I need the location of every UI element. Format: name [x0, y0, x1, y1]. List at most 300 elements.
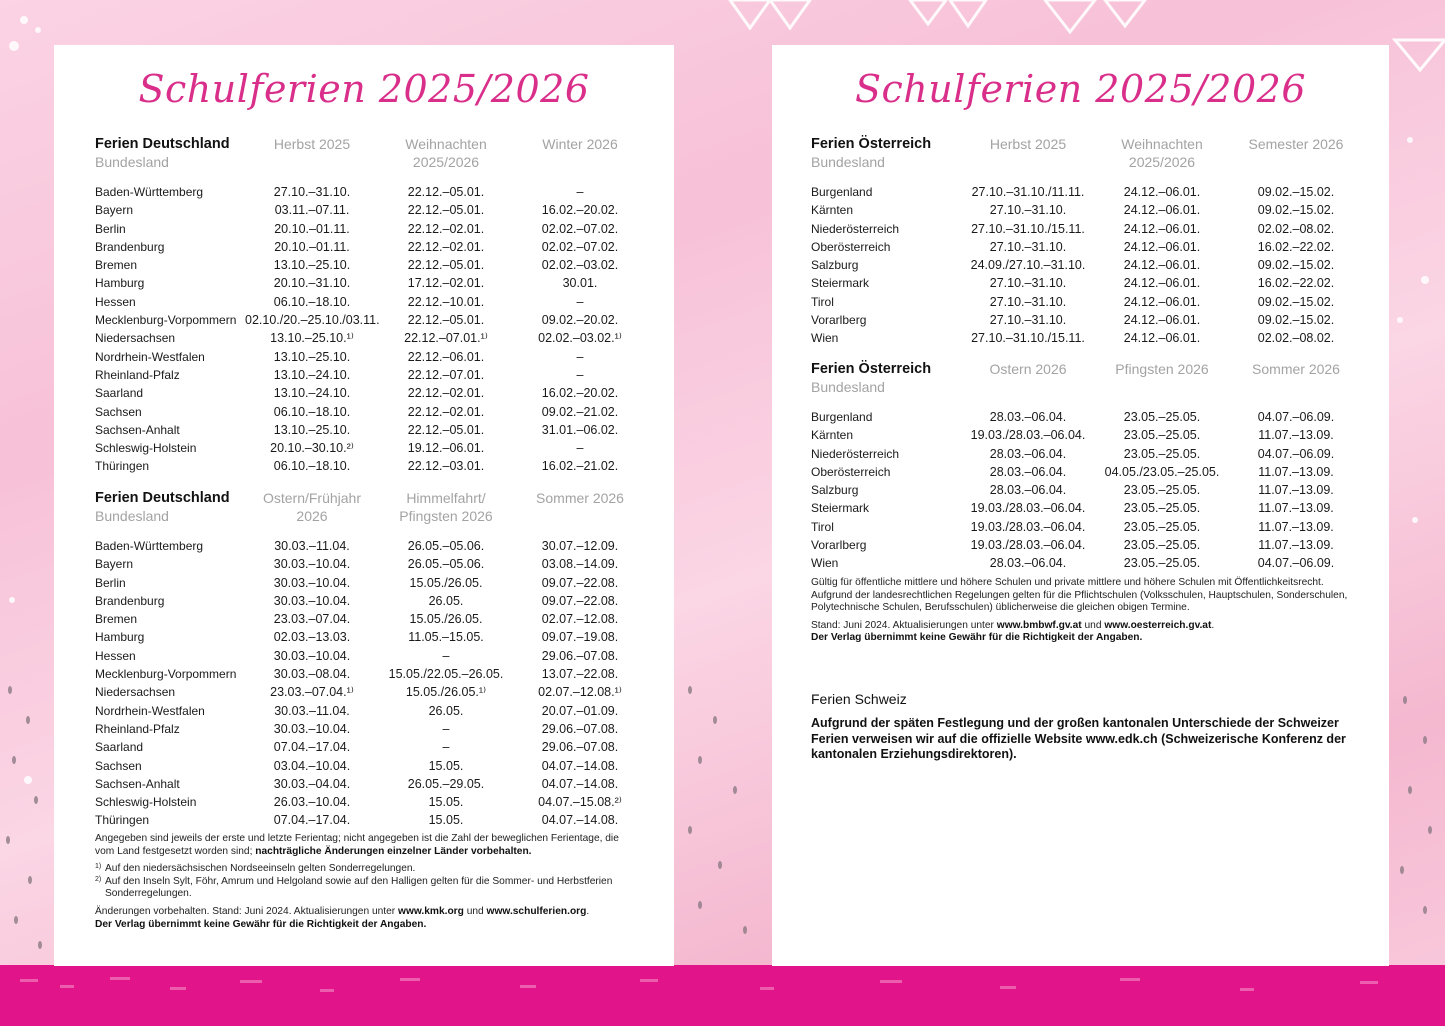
header-line-1: Himmelfahrt/ — [406, 490, 486, 506]
state-name: Niedersachsen — [95, 331, 176, 346]
column-header-period — [1095, 135, 1229, 173]
header-line-1: Weihnachten — [405, 136, 487, 152]
state-name: Rheinland-Pfalz — [95, 721, 180, 736]
holiday-dates: 30.03.–04.04. — [273, 776, 351, 791]
link-schulferien[interactable]: www.schulferien.org — [486, 905, 587, 917]
holiday-dates: 13.10.–25.10. — [273, 349, 351, 364]
holiday-dates: 22.12.–02.01. — [407, 386, 485, 401]
header-line-1: Weihnachten — [1121, 136, 1203, 152]
holiday-dates: 02.07.–12.08. — [541, 612, 619, 627]
holiday-dates: 30.03.–10.04. — [273, 593, 351, 608]
header-line-1: Sommer 2026 — [536, 490, 624, 506]
holiday-dates: 15.05. — [428, 795, 464, 810]
holiday-dates: 24.09./27.10.–31.10. — [970, 258, 1086, 273]
holiday-dates: 02.02.–07.02. — [541, 221, 619, 236]
holiday-dates: – — [576, 367, 584, 382]
holiday-dates: 24.12.–06.01. — [1123, 185, 1201, 199]
holiday-dates: 04.07.–06.09. — [1257, 556, 1335, 571]
table-header — [95, 489, 647, 527]
column-header-period — [245, 489, 379, 527]
holiday-dates: 04.07.–14.08. — [541, 776, 619, 791]
table-row — [811, 536, 1363, 554]
state-name: Vorarlberg — [811, 538, 867, 553]
state-name: Bremen — [95, 258, 138, 273]
column-header-period — [961, 360, 1095, 398]
disclaimer: Der Verlag übernimmt keine Gewähr für die Richtigkeit der Angaben. — [811, 632, 1143, 644]
column-header-period — [379, 135, 513, 173]
holiday-dates: 23.05.–25.05. — [1123, 410, 1201, 424]
table-row — [95, 220, 647, 238]
column-header-period — [379, 489, 513, 527]
holiday-dates: 22.12.–05.01. — [407, 185, 485, 199]
table-oesterreich-herbst-semester — [811, 135, 1363, 348]
holiday-dates: 24.12.–06.01. — [1123, 239, 1201, 254]
table-row — [95, 555, 647, 573]
holiday-dates: 30.03.–11.04. — [274, 703, 350, 718]
holiday-dates: 15.05. — [428, 758, 464, 773]
table-row — [95, 738, 647, 756]
state-name: Kärnten — [811, 428, 854, 443]
table-row — [95, 647, 647, 665]
table-row — [95, 348, 647, 366]
table-row — [811, 445, 1363, 463]
spacer-row — [811, 398, 1363, 408]
holiday-dates: 13.10.–25.10. — [273, 422, 351, 437]
link-kmk[interactable]: www.kmk.org — [398, 905, 464, 917]
table-row — [811, 554, 1363, 572]
header-line-1: Ostern 2026 — [989, 361, 1067, 377]
holiday-dates: 30.07.–12.09. — [541, 539, 619, 553]
holiday-dates: 02.02.–08.02. — [1257, 221, 1335, 236]
holiday-dates: 23.05.–25.05. — [1123, 538, 1201, 553]
table-row — [95, 311, 647, 329]
holiday-dates: 07.04.–17.04. — [273, 740, 351, 755]
holiday-dates: 28.03.–06.04. — [989, 464, 1067, 479]
band-pattern — [0, 965, 1445, 1026]
header-line-2: Bundesland — [95, 154, 169, 170]
state-name: Niederösterreich — [811, 446, 900, 461]
holiday-dates: 11.05.–15.05. — [408, 630, 484, 645]
holiday-dates: 06.10.–18.10. — [273, 294, 351, 309]
holiday-dates: 11.07.–13.09. — [1258, 519, 1334, 534]
holiday-dates: 26.05.–05.06. — [407, 557, 485, 572]
state-name: Bayern — [95, 203, 134, 218]
holiday-dates: 23.03.–07.04. — [273, 612, 351, 627]
state-name: Salzburg — [811, 483, 859, 498]
state-name: Baden-Württemberg — [95, 185, 204, 199]
table-row — [811, 220, 1363, 238]
header-line-2: Pfingsten 2026 — [399, 508, 493, 524]
table-row — [811, 518, 1363, 536]
table-row — [811, 463, 1363, 481]
holiday-dates: 22.12.–02.01. — [407, 404, 485, 419]
holiday-dates: 07.04.–17.04. — [273, 813, 351, 828]
holiday-dates: 28.03.–06.04. — [989, 446, 1067, 461]
holiday-dates: 27.10.–31.10. — [989, 203, 1067, 218]
holiday-dates: 22.12.–05.01. — [407, 258, 485, 273]
state-name: Mecklenburg-Vorpommern — [95, 667, 237, 682]
state-name: Kärnten — [811, 203, 854, 218]
header-line-2: 2025/2026 — [412, 154, 480, 170]
header-line-1: Sommer 2026 — [1252, 361, 1340, 377]
table-row — [95, 702, 647, 720]
header-line-1: Ferien Deutschland — [95, 136, 230, 152]
table-row — [811, 481, 1363, 499]
holiday-dates: 06.10.–18.10. — [273, 459, 351, 474]
holiday-dates: 22.12.–05.01. — [407, 422, 485, 437]
holiday-dates: 22.12.–10.01. — [407, 294, 485, 309]
table-row — [95, 366, 647, 384]
spacer-row — [95, 527, 647, 537]
table-row — [95, 665, 647, 683]
holiday-dates: 09.02.–15.02. — [1257, 294, 1335, 309]
holiday-dates: 16.02.–22.02. — [1257, 239, 1335, 254]
state-name: Sachsen — [95, 758, 142, 773]
holiday-dates: 24.12.–06.01. — [1123, 331, 1201, 346]
column-header-period — [513, 489, 647, 527]
holiday-dates: 06.10.–18.10. — [273, 404, 351, 419]
state-name: Hamburg — [95, 276, 145, 291]
holiday-dates: 27.10.–31.10. — [989, 239, 1067, 254]
holiday-dates: 09.02.–15.02. — [1257, 203, 1335, 218]
state-name: Baden-Württemberg — [95, 539, 204, 553]
table-row — [95, 610, 647, 628]
holiday-dates: 29.06.–07.08. — [541, 740, 619, 755]
table-oesterreich-ostern-sommer — [811, 360, 1363, 573]
holiday-dates: 31.01.–06.02. — [541, 422, 619, 437]
table-row — [95, 683, 647, 701]
table-row — [95, 574, 647, 592]
table-header — [95, 135, 647, 173]
holiday-dates: 16.02.–22.02. — [1257, 276, 1335, 291]
table-row — [95, 256, 647, 274]
holiday-dates: 09.07.–22.08. — [541, 593, 619, 608]
right-page — [772, 45, 1389, 966]
holiday-dates: 13.10.–24.10. — [273, 386, 351, 401]
holiday-dates: 19.03./28.03.–06.04. — [970, 501, 1086, 516]
holiday-dates: 20.10.–01.11. — [274, 221, 350, 236]
holiday-dates: 27.10.–31.10./15.11. — [971, 331, 1085, 346]
state-name: Sachsen — [95, 404, 142, 419]
table-row — [95, 274, 647, 292]
holiday-dates: 29.06.–07.08. — [541, 648, 619, 663]
holiday-dates: 04.05./23.05.–25.05. — [1104, 464, 1220, 479]
holiday-dates: 24.12.–06.01. — [1123, 294, 1201, 309]
holiday-dates: 28.03.–06.04. — [989, 483, 1067, 498]
holiday-dates: 22.12.–07.01.¹⁾ — [404, 331, 488, 346]
holiday-dates: 02.02.–03.02.¹⁾ — [538, 331, 622, 346]
table-row — [95, 384, 647, 402]
holiday-dates: 22.12.–02.01. — [407, 221, 485, 236]
header-line-1: Winter 2026 — [542, 136, 618, 152]
table-row — [95, 293, 647, 311]
header-line-1: Ferien Österreich — [811, 361, 932, 377]
holiday-dates: – — [442, 648, 450, 663]
holiday-dates: 22.12.–05.01. — [407, 313, 485, 328]
state-name: Vorarlberg — [811, 313, 867, 328]
state-name: Niederösterreich — [811, 221, 900, 236]
bottom-band — [0, 965, 1445, 1026]
holiday-dates: 30.03.–08.04. — [273, 667, 351, 682]
state-name: Tirol — [811, 519, 834, 534]
holiday-dates: 26.05.–05.06. — [407, 539, 485, 553]
holiday-dates: – — [576, 349, 584, 364]
holiday-dates: 02.03.–13.03. — [273, 630, 351, 645]
table-row — [95, 403, 647, 421]
state-name: Hessen — [95, 294, 136, 309]
state-name: Nordrhein-Westfalen — [95, 349, 205, 364]
table-row — [811, 201, 1363, 219]
holiday-dates: 27.10.–31.10./11.11. — [971, 185, 1085, 199]
table-row — [95, 421, 647, 439]
holiday-dates: 19.03./28.03.–06.04. — [970, 519, 1086, 534]
holiday-dates: 04.07.–06.09. — [1257, 410, 1335, 424]
state-name: Rheinland-Pfalz — [95, 367, 180, 382]
column-header-region — [811, 135, 961, 173]
holiday-dates: 15.05. — [428, 813, 464, 828]
holiday-dates: 15.05./26.05.¹⁾ — [405, 685, 487, 700]
holiday-dates: 27.10.–31.10. — [989, 294, 1067, 309]
holiday-dates: 30.01. — [562, 276, 598, 291]
header-line-1: Herbst 2025 — [273, 136, 351, 152]
holiday-dates: 17.12.–02.01. — [407, 276, 485, 291]
holiday-dates: 11.07.–13.09. — [1258, 464, 1334, 479]
header-line-1: Semester 2026 — [1248, 136, 1344, 152]
header-line-1: Ferien Deutschland — [95, 490, 230, 506]
header-line-1: Ostern/Frühjahr — [262, 490, 362, 506]
column-header-period — [513, 135, 647, 173]
holiday-dates: 09.02.–15.02. — [1257, 313, 1335, 328]
holiday-dates: 13.10.–25.10. — [273, 258, 351, 273]
holiday-dates: 30.03.–10.04. — [273, 557, 351, 572]
column-header-period — [961, 135, 1095, 173]
page-title: Schulferien 2025/2026 — [854, 67, 1307, 111]
state-name: Burgenland — [811, 185, 873, 199]
holiday-dates: 26.05. — [428, 703, 464, 718]
holiday-dates: 11.07.–13.09. — [1258, 428, 1334, 443]
header-line-2: Bundesland — [811, 154, 885, 170]
table-header — [811, 360, 1363, 398]
holiday-dates: 09.07.–22.08. — [541, 575, 619, 590]
table-row — [811, 238, 1363, 256]
holiday-dates: 11.07.–13.09. — [1258, 538, 1334, 553]
holiday-dates: 02.02.–07.02. — [541, 239, 619, 254]
holiday-dates: 20.10.–31.10. — [273, 276, 351, 291]
holiday-dates: 20.07.–01.09. — [541, 703, 619, 718]
table-row — [95, 720, 647, 738]
column-header-region — [95, 489, 245, 527]
state-name: Berlin — [95, 221, 126, 236]
state-name: Nordrhein-Westfalen — [95, 703, 205, 718]
holiday-dates: 20.10.–01.11. — [274, 239, 350, 254]
header-line-2: Bundesland — [811, 379, 885, 395]
holiday-dates: 11.07.–13.09. — [1258, 483, 1334, 498]
state-name: Brandenburg — [95, 593, 165, 608]
holiday-dates: 02.10./20.–25.10./03.11. — [245, 313, 380, 328]
header-line-2: 2026 — [296, 508, 328, 524]
holiday-dates: 27.10.–31.10. — [273, 185, 351, 199]
holiday-dates: 19.03./28.03.–06.04. — [970, 538, 1086, 553]
table-row — [95, 537, 647, 555]
holiday-dates: 09.07.–19.08. — [541, 630, 619, 645]
holiday-dates: 13.10.–25.10.¹⁾ — [270, 331, 354, 346]
holiday-dates: – — [442, 740, 450, 755]
left-page — [54, 45, 674, 966]
holiday-dates: 19.12.–06.01. — [407, 441, 485, 456]
holiday-dates: – — [576, 441, 584, 456]
heading-schweiz: Ferien Schweiz — [811, 691, 907, 707]
holiday-dates: 13.10.–24.10. — [273, 367, 351, 382]
holiday-dates: 30.03.–10.04. — [273, 648, 351, 663]
holiday-dates: 04.07.–14.08. — [541, 813, 619, 828]
link-bmbwf[interactable]: www.bmbwf.gv.at — [996, 619, 1082, 631]
holiday-dates: – — [576, 185, 584, 199]
holiday-dates: 15.05./22.05.–26.05. — [388, 667, 504, 682]
holiday-dates: 27.10.–31.10./15.11. — [971, 221, 1085, 236]
table-row — [95, 329, 647, 347]
table-row — [811, 499, 1363, 517]
footnotes: Angegeben sind jeweils der erste und letzte Ferientag; nicht angegeben ist die Zahl der beweglichen Ferientage, die vom Land festgesetzt worden sind; nachträgliche Änderungen einzelner Länder vorbehalten. 1) Auf den niedersächsischen Nordseeinseln gelten Sonderregelungen. 2) Auf den Inseln Sylt, Föhr, Amrum und Helgoland sowie auf den Halligen gelten für die Sommer- und Herbstferien Sonderregelungen. Änderungen vorbehalten. Stand: Juni 2024. Aktualisierungen unter www.kmk.org und www.schulferien.org. Der Verlag übernimmt keine Gewähr für die Richtigkeit der Angaben. — [95, 833, 635, 936]
table-row — [811, 408, 1363, 426]
holiday-dates: 22.12.–05.01. — [407, 203, 485, 218]
state-name: Salzburg — [811, 258, 859, 273]
table-row — [811, 183, 1363, 201]
holiday-dates: 02.02.–03.02. — [541, 258, 619, 273]
holiday-dates: 23.05.–25.05. — [1123, 446, 1201, 461]
holiday-dates: 26.05. — [428, 593, 464, 608]
state-name: Hessen — [95, 648, 136, 663]
state-name: Brandenburg — [95, 239, 165, 254]
table-row — [811, 329, 1363, 347]
text-schweiz: Aufgrund der späten Festlegung und der großen kantonalen Unterschiede der Schweizer Ferien verweisen wir auf die offizielle Website www.edk.ch (Schweizerische Konferenz der kantonalen Erziehungsdirektoren). — [811, 716, 1346, 761]
holiday-dates: 27.10.–31.10. — [989, 313, 1067, 328]
spacer-row — [95, 173, 647, 183]
holiday-dates: 23.05.–25.05. — [1123, 428, 1201, 443]
state-name: Schleswig-Holstein — [95, 441, 197, 456]
state-name: Thüringen — [95, 459, 150, 474]
holiday-dates: 22.12.–03.01. — [407, 459, 485, 474]
holiday-dates: 24.12.–06.01. — [1123, 313, 1201, 328]
holiday-dates: 30.03.–10.04. — [273, 721, 351, 736]
table-deutschland-ostern-sommer — [95, 489, 647, 830]
note-bold: nachträgliche Änderungen einzelner Länder vorbehalten. — [255, 845, 532, 857]
holiday-dates: 09.02.–15.02. — [1257, 185, 1335, 199]
holiday-dates: 22.12.–02.01. — [407, 239, 485, 254]
holiday-dates: 19.03./28.03.–06.04. — [970, 428, 1086, 443]
state-name: Schleswig-Holstein — [95, 795, 197, 810]
state-name: Wien — [811, 556, 839, 571]
holiday-dates: 02.02.–08.02. — [1257, 331, 1335, 346]
holiday-dates: 26.05.–29.05. — [407, 776, 485, 791]
holiday-dates: 23.05.–25.05. — [1123, 501, 1201, 516]
table-row — [95, 183, 647, 201]
table-row — [811, 426, 1363, 444]
holiday-dates: 15.05./26.05. — [409, 612, 483, 627]
table-row — [95, 793, 647, 811]
table-row — [95, 628, 647, 646]
holiday-dates: 26.03.–10.04. — [273, 795, 351, 810]
state-name: Steiermark — [811, 276, 870, 291]
state-name: Sachsen-Anhalt — [95, 422, 180, 437]
table-row — [95, 592, 647, 610]
holiday-dates: 23.03.–07.04.¹⁾ — [270, 685, 354, 700]
holiday-dates: 24.12.–06.01. — [1123, 276, 1201, 291]
holiday-dates: 20.10.–30.10.²⁾ — [270, 441, 354, 456]
table-row — [811, 293, 1363, 311]
holiday-dates: 03.11.–07.11. — [274, 203, 350, 218]
state-name: Berlin — [95, 575, 126, 590]
column-header-region — [811, 360, 961, 398]
holiday-dates: 30.03.–11.04. — [274, 539, 350, 553]
holiday-dates: 29.06.–07.08. — [541, 721, 619, 736]
table-header — [811, 135, 1363, 173]
state-name: Oberösterreich — [811, 239, 891, 254]
table-row — [811, 256, 1363, 274]
holiday-dates: 13.07.–22.08. — [541, 667, 619, 682]
holiday-dates: 03.08.–14.09. — [541, 557, 619, 572]
holiday-dates: 24.12.–06.01. — [1123, 203, 1201, 218]
table-row — [95, 811, 647, 829]
notes-oesterreich: Gültig für öffentliche mittlere und höhere Schulen und private mittlere und höhere Schulen mit Öffentlichkeitsrecht. Aufgrund der landesrechtlichen Regelungen gelten für die Pflichtschulen (Volksschulen, Hauptschulen, Sonderschulen, Polytechnische Schulen, Berufsschulen) üblicherweise die gleichen obigen Termine. Stand: Juni 2024. Aktualisierungen unter www.bmbwf.gv.at und www.oesterreich.gv.at. Der Verlag übernimmt keine Gewähr für die Richtigkeit der Angaben. — [811, 577, 1348, 644]
note-text: Angegeben sind jeweils der erste und letzte Ferientag; nicht angegeben ist die Zahl der beweglichen Ferientage, die vom Land festgesetzt worden sind; — [95, 833, 619, 857]
state-name: Saarland — [95, 740, 144, 755]
table-deutschland-herbst-winter — [95, 135, 647, 476]
column-header-period — [1229, 360, 1363, 398]
table-row — [95, 439, 647, 457]
table-row — [95, 757, 647, 775]
column-header-region — [95, 135, 245, 173]
holiday-dates: 09.02.–15.02. — [1257, 258, 1335, 273]
holiday-dates: 24.12.–06.01. — [1123, 221, 1201, 236]
holiday-dates: 16.02.–20.02. — [541, 203, 619, 218]
column-header-period — [1095, 360, 1229, 398]
state-name: Wien — [811, 331, 839, 346]
holiday-dates: 11.07.–13.09. — [1258, 501, 1334, 516]
state-name: Hamburg — [95, 630, 145, 645]
table-row — [95, 238, 647, 256]
column-header-period — [245, 135, 379, 173]
page-title: Schulferien 2025/2026 — [138, 67, 590, 111]
state-name: Burgenland — [811, 410, 873, 424]
state-name: Thüringen — [95, 813, 150, 828]
holiday-dates: 28.03.–06.04. — [989, 556, 1067, 571]
column-header-period — [1229, 135, 1363, 173]
holiday-dates: 22.12.–06.01. — [407, 349, 485, 364]
state-name: Oberösterreich — [811, 464, 891, 479]
holiday-dates: 27.10.–31.10. — [989, 276, 1067, 291]
state-name: Tirol — [811, 294, 834, 309]
spacer-row — [811, 173, 1363, 183]
holiday-dates: 16.02.–21.02. — [541, 459, 619, 474]
holiday-dates: 22.12.–07.01. — [407, 367, 485, 382]
table-row — [95, 201, 647, 219]
holiday-dates: 04.07.–14.08. — [541, 758, 619, 773]
header-line-1: Pfingsten 2026 — [1115, 361, 1209, 377]
holiday-dates: 16.02.–20.02. — [541, 386, 619, 401]
state-name: Sachsen-Anhalt — [95, 776, 180, 791]
table-row — [811, 274, 1363, 292]
holiday-dates: 09.02.–21.02. — [541, 404, 619, 419]
holiday-dates: 04.07.–15.08.²⁾ — [538, 795, 622, 810]
holiday-dates: 30.03.–10.04. — [273, 575, 351, 590]
holiday-dates: 24.12.–06.01. — [1123, 258, 1201, 273]
holiday-dates: 23.05.–25.05. — [1123, 519, 1201, 534]
holiday-dates: 02.07.–12.08.¹⁾ — [538, 685, 622, 700]
table-row — [811, 311, 1363, 329]
holiday-dates: 23.05.–25.05. — [1123, 483, 1201, 498]
link-oesterreich[interactable]: www.oesterreich.gv.at — [1104, 619, 1212, 631]
holiday-dates: 04.07.–06.09. — [1257, 446, 1335, 461]
